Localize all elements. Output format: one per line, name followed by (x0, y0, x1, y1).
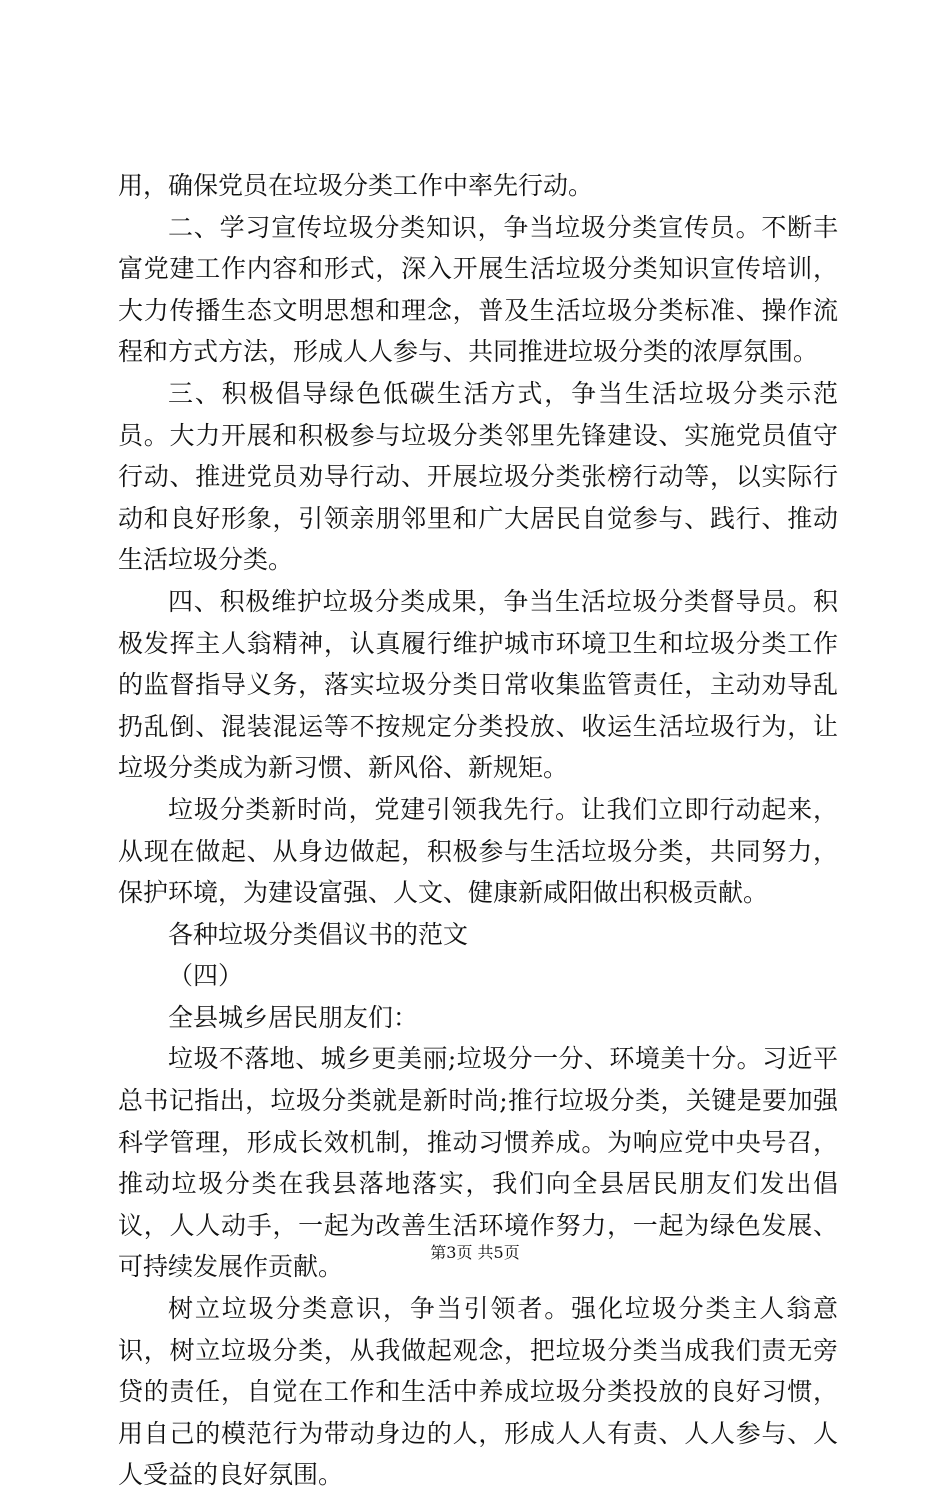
paragraph-7: 树立垃圾分类意识，争当引领者。强化垃圾分类主人翁意识，树立垃圾分类，从我做起观念，把垃圾分类当成我们责无旁贷的责任，自觉在工作和生活中养成垃圾分类投放的良好习惯，用自己的模范行为带动身边的人，形成人人有责、人人参与、人人受益的良好氛围。 (118, 1294, 838, 1490)
section-title: 各种垃圾分类倡议书的范文 (168, 919, 469, 949)
salutation: 全县城乡居民朋友们： (168, 1002, 419, 1032)
paragraph-2: 二、学习宣传垃圾分类知识，争当垃圾分类宣传员。不断丰富党建工作内容和形式，深入开展生活垃圾分类知识宣传培训，大力传播生态文明思想和理念，普及生活垃圾分类标准、操作流程和方式方法，形成人人参与、共同推进垃圾分类的浓厚氛围。 (118, 212, 838, 367)
paragraph-3: 三、积极倡导绿色低碳生活方式，争当生活垃圾分类示范员。大力开展和积极参与垃圾分类邻里先锋建设、实施党员值守行动、推进党员劝导行动、开展垃圾分类张榜行动等，以实际行动和良好形象，引领亲朋邻里和广大居民自觉参与、践行、推动生活垃圾分类。 (118, 378, 838, 575)
section-number: （四） (168, 961, 244, 991)
paragraph-5: 垃圾分类新时尚，党建引领我先行。让我们立即行动起来，从现在做起、从身边做起，积极参与生活垃圾分类，共同努力，保护环境，为建设富强、人文、健康新咸阳做出积极贡献。 (118, 794, 838, 908)
paragraph-6: 垃圾不落地、城乡更美丽;垃圾分一分、环境美十分。习近平总书记指出，垃圾分类就是新时尚;推行垃圾分类，关键是要加强科学管理，形成长效机制，推动习惯养成。为响应党中央号召，推动垃圾分类在我县落地落实，我们向全县居民朋友们发出倡议，人人动手，一起为改善生活环境作努力，一起为绿色发展、可持续发展作贡献。 (118, 1044, 838, 1282)
document-body (118, 165, 838, 1496)
paragraph-4: 四、积极维护垃圾分类成果，争当生活垃圾分类督导员。积极发挥主人翁精神，认真履行维护城市环境卫生和垃圾分类工作的监督指导义务，落实垃圾分类日常收集监管责任，主动劝导乱扔乱倒、混装混运等不按规定分类投放、收运生活垃圾行为，让垃圾分类成为新习惯、新风俗、新规矩。 (118, 586, 838, 783)
paragraph-1: 用，确保党员在垃圾分类工作中率先行动。 (118, 171, 594, 200)
page-footer: 第3页 共5页 (430, 1243, 520, 1262)
